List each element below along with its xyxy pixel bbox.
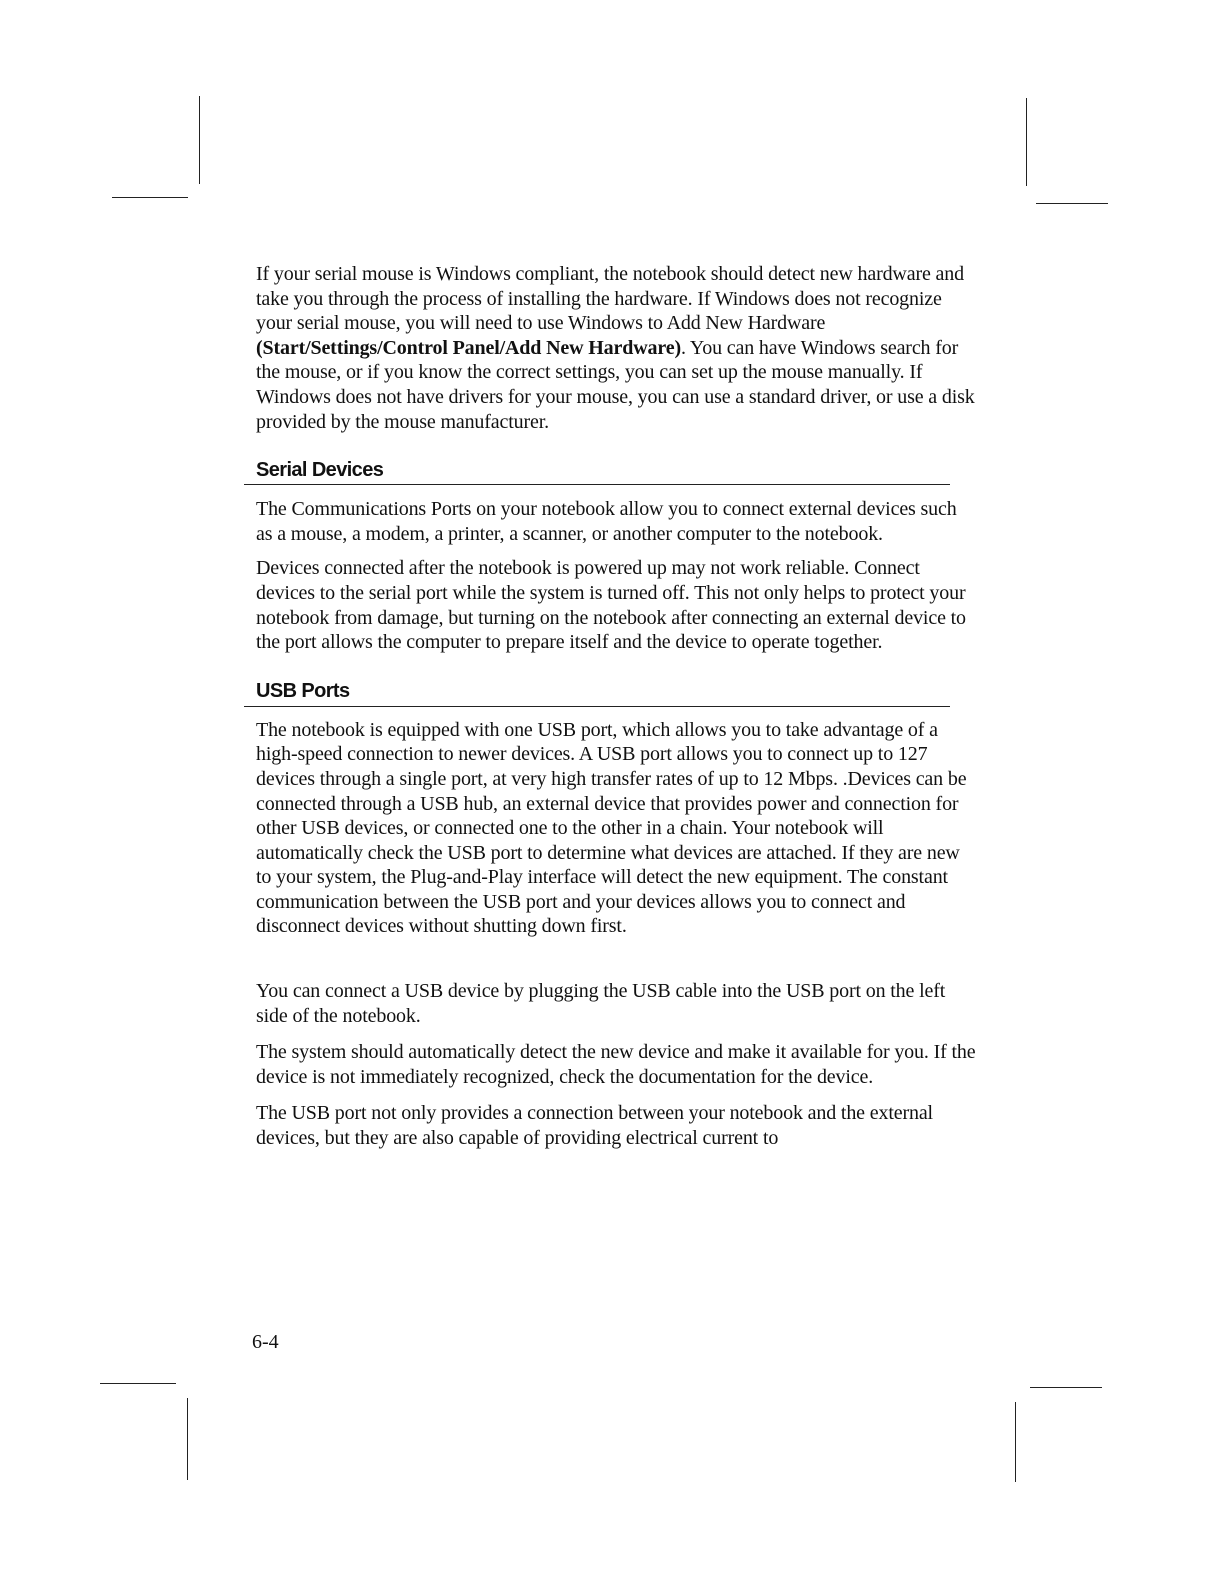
section-heading-serial-devices: Serial Devices [256,459,384,482]
usb-paragraph: The USB port not only provides a connection between your notebook and the external devices, but they are also capable of providing electrical current to [256,1102,933,1150]
serial-devices-section [256,457,976,655]
intro-text-continued: . You can have Windows search for the mouse, or if you know the correct settings, you can set up the mouse manually. If Windows does not have drivers for your mouse, you can use a standard driver, or use a disk provided by the mouse manufacturer. [256,336,975,433]
crop-mark-bottom-left-horizontal [100,1383,176,1384]
section-divider [244,706,950,707]
usb-paragraph: You can connect a USB device by plugging the USB cable into the USB port on the left side of the notebook. [256,980,946,1027]
section-heading-usb-ports: USB Ports [256,679,350,702]
intro-paragraph [256,262,976,434]
control-panel-path: (Start/Settings/Control Panel/Add New Hardware) [256,336,681,359]
crop-mark-bottom-right-vertical [1015,1402,1016,1482]
section-divider [244,484,950,485]
usb-paragraph: The notebook is equipped with one USB port, which allows you to take advantage of a high-speed connection to newer devices. A USB port allows you to connect up to 127 devices through a single port, at very high transfer rates of up to 12 Mbps. .Devices can be connected through a USB hub, an external device that provides power and connection for other USB devices, or connected one to the other in a chain. Your notebook will automatically check the USB port to determine what devices are attached. If they are new to your system, the Plug-and-Play interface will detect the new equipment. The constant communication between the USB port and your devices allows you to connect and disconnect devices without shutting down first. [256,718,967,938]
crop-mark-top-right-horizontal [1036,203,1108,204]
intro-text: If your serial mouse is Windows compliant, the notebook should detect new hardware and take you through the process of installing the hardware. If Windows does not recognize your serial mouse, you will need to use Windows to Add New Hardware [256,263,964,335]
crop-mark-bottom-right-horizontal [1030,1387,1102,1388]
crop-mark-bottom-left-vertical [187,1398,188,1480]
serial-paragraph: Devices connected after the notebook is powered up may not work reliable. Connect devices to the serial port while the system is turned off. This not only helps to protect your notebook from damage, but turning on the notebook after connecting an external device to the port allows the computer to prepare itself and the device to operate together. [256,557,966,654]
crop-mark-top-left-vertical [199,96,200,184]
crop-mark-top-left-horizontal [112,197,188,198]
page-content [256,262,976,1151]
usb-paragraph: The system should automatically detect the new device and make it available for you. If the device is not immediately recognized, check the documentation for the device. [256,1041,976,1088]
serial-paragraph: The Communications Ports on your notebook allow you to connect external devices such as a mouse, a modem, a printer, a scanner, or another computer to the notebook. [256,498,957,545]
page-number: 6-4 [252,1331,279,1353]
crop-mark-top-right-vertical [1026,98,1027,186]
usb-ports-section [256,678,976,1151]
